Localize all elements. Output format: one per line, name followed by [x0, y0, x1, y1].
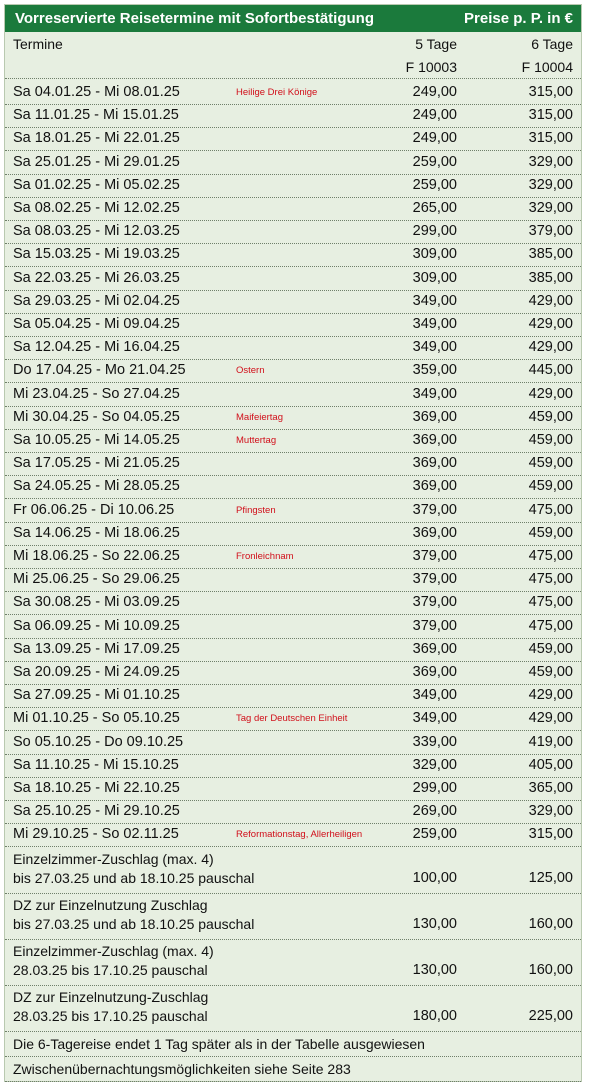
row-date: Sa 01.02.25 - Mi 05.02.25 — [13, 176, 180, 193]
row-date: Sa 20.09.25 - Mi 24.09.25 — [13, 664, 180, 680]
row-note: Fronleichnam — [236, 551, 294, 562]
row-price-5-tage: 259,00 — [412, 176, 457, 193]
row-price-5-tage: 299,00 — [412, 223, 457, 240]
surcharge-label: Einzelzimmer-Zuschlag (max. 4) — [13, 850, 214, 867]
row-price-5-tage: 349,00 — [412, 687, 457, 704]
row-price-5-tage: 339,00 — [412, 733, 457, 750]
table-row — [5, 243, 581, 267]
code-f10004: F 10004 — [521, 59, 573, 75]
row-date: Sa 27.09.25 - Mi 01.10.25 — [13, 687, 180, 704]
surcharge-price-6-tage: 125,00 — [528, 869, 573, 886]
table-row — [5, 336, 581, 360]
row-date: Sa 11.01.25 - Mi 15.01.25 — [13, 107, 179, 124]
table-row — [5, 359, 581, 383]
row-price-5-tage: 359,00 — [412, 362, 457, 379]
row-date: Mi 23.04.25 - So 27.04.25 — [13, 385, 180, 402]
row-price-5-tage: 269,00 — [412, 803, 457, 820]
price-unit-label: Preise p. P. in € — [464, 10, 573, 27]
table-row — [5, 522, 581, 546]
row-date: Sa 24.05.25 - Mi 28.05.25 — [13, 478, 180, 495]
table-row — [5, 174, 581, 198]
column-code-row — [5, 56, 581, 79]
row-price-5-tage: 349,00 — [412, 292, 457, 309]
column-termine: Termine — [13, 36, 63, 52]
row-date: Do 17.04.25 - Mo 21.04.25 — [13, 362, 186, 379]
table-row — [5, 151, 581, 175]
surcharge-price-5-tage: 100,00 — [412, 869, 457, 886]
row-date: Mi 18.06.25 - So 22.06.25 — [13, 548, 180, 564]
row-note: Reformationstag, Allerheiligen — [236, 829, 363, 841]
surcharge-price-6-tage: 225,00 — [528, 1007, 573, 1024]
surcharge-label: Einzelzimmer-Zuschlag (max. 4) — [13, 942, 214, 959]
row-price-6-tage: 429,00 — [528, 710, 573, 727]
code-f10003: F 10003 — [405, 59, 457, 75]
row-price-5-tage: 369,00 — [412, 408, 457, 425]
table-row — [5, 777, 581, 801]
footer-note — [5, 1058, 581, 1082]
table-row — [5, 220, 581, 244]
footer-note — [5, 1033, 581, 1057]
row-price-5-tage: 379,00 — [412, 548, 457, 564]
table-row — [5, 475, 581, 499]
table-row — [5, 800, 581, 824]
row-date: Sa 22.03.25 - Mi 26.03.25 — [13, 269, 180, 286]
surcharge-period: bis 27.03.25 und ab 18.10.25 pauschal — [13, 869, 255, 886]
table-row — [5, 406, 581, 430]
row-date: Sa 08.03.25 - Mi 12.03.25 — [13, 223, 180, 240]
surcharge-price-6-tage: 160,00 — [528, 961, 573, 978]
row-note: Heilige Drei Könige — [236, 87, 318, 98]
row-price-6-tage: 475,00 — [528, 548, 573, 564]
surcharge-row — [5, 848, 581, 894]
row-date: Sa 30.08.25 - Mi 03.09.25 — [13, 594, 180, 611]
row-price-5-tage: 249,00 — [412, 130, 457, 147]
surcharge-price-5-tage: 180,00 — [412, 1007, 457, 1024]
table-row — [5, 429, 581, 453]
row-price-5-tage: 349,00 — [412, 339, 457, 356]
table-row — [5, 545, 581, 569]
row-date: Sa 29.03.25 - Mi 02.04.25 — [13, 292, 180, 309]
row-price-6-tage: 329,00 — [528, 200, 573, 216]
table-row — [5, 81, 581, 105]
row-price-6-tage: 315,00 — [528, 84, 573, 100]
surcharge-row — [5, 986, 581, 1032]
row-price-5-tage: 369,00 — [412, 455, 457, 472]
table-row — [5, 615, 581, 639]
row-note: Pfingsten — [236, 504, 276, 516]
surcharge-label: DZ zur Einzelnutzung Zuschlag — [13, 896, 208, 913]
row-date: Sa 25.01.25 - Mi 29.01.25 — [13, 153, 180, 170]
row-date: Sa 05.04.25 - Mi 09.04.25 — [13, 316, 180, 332]
surcharge-price-5-tage: 130,00 — [412, 915, 457, 932]
table-row — [5, 823, 581, 847]
row-price-6-tage: 429,00 — [528, 316, 573, 332]
surcharge-price-5-tage: 130,00 — [412, 961, 457, 978]
row-date: Sa 11.10.25 - Mi 15.10.25 — [13, 756, 179, 773]
row-price-6-tage: 459,00 — [528, 455, 573, 472]
table-row — [5, 290, 581, 314]
row-price-6-tage: 459,00 — [528, 432, 573, 448]
row-price-6-tage: 329,00 — [528, 176, 573, 193]
row-price-6-tage: 329,00 — [528, 803, 573, 820]
row-price-5-tage: 309,00 — [412, 269, 457, 286]
row-price-5-tage: 369,00 — [412, 664, 457, 680]
column-5-tage: 5 Tage — [415, 36, 457, 52]
row-date: Sa 04.01.25 - Mi 08.01.25 — [13, 84, 180, 100]
table-row — [5, 568, 581, 592]
row-price-5-tage: 309,00 — [412, 246, 457, 263]
table-row — [5, 267, 581, 291]
row-price-6-tage: 365,00 — [528, 780, 573, 796]
row-price-6-tage: 459,00 — [528, 664, 573, 680]
table-row — [5, 104, 581, 128]
row-price-6-tage: 429,00 — [528, 292, 573, 309]
row-price-6-tage: 315,00 — [528, 826, 573, 843]
row-price-6-tage: 405,00 — [528, 756, 573, 773]
row-price-5-tage: 349,00 — [412, 316, 457, 332]
table-row — [5, 638, 581, 662]
table-row — [5, 452, 581, 476]
row-price-6-tage: 329,00 — [528, 153, 573, 170]
row-price-6-tage: 459,00 — [528, 478, 573, 495]
row-date: So 05.10.25 - Do 09.10.25 — [13, 733, 184, 750]
table-row — [5, 383, 581, 407]
surcharge-label: DZ zur Einzelnutzung-Zuschlag — [13, 988, 209, 1005]
row-date: Sa 08.02.25 - Mi 12.02.25 — [13, 200, 180, 216]
row-price-5-tage: 379,00 — [412, 594, 457, 611]
table-title-bar — [5, 5, 581, 32]
row-price-6-tage: 385,00 — [528, 269, 573, 286]
table-row — [5, 313, 581, 337]
surcharge-row — [5, 940, 581, 986]
price-table-panel — [4, 4, 582, 1082]
row-price-5-tage: 369,00 — [412, 432, 457, 448]
row-note: Tag der Deutschen Einheit — [236, 713, 348, 725]
footer-note-text: Die 6-Tagereise endet 1 Tag später als in der Tabelle ausgewiesen — [13, 1035, 425, 1052]
row-price-6-tage: 429,00 — [528, 385, 573, 402]
row-price-6-tage: 459,00 — [528, 640, 573, 657]
surcharge-price-6-tage: 160,00 — [528, 915, 573, 932]
surcharge-row — [5, 894, 581, 940]
row-date: Sa 17.05.25 - Mi 21.05.25 — [13, 455, 180, 472]
row-price-6-tage: 475,00 — [528, 501, 573, 518]
table-row — [5, 661, 581, 685]
column-6-tage: 6 Tage — [531, 36, 573, 52]
table-row — [5, 754, 581, 778]
table-row — [5, 707, 581, 731]
row-price-5-tage: 379,00 — [412, 571, 457, 588]
row-price-6-tage: 315,00 — [528, 130, 573, 147]
surcharge-period: 28.03.25 bis 17.10.25 pauschal — [13, 1007, 208, 1024]
footer-note-text: Zwischenübernachtungsmöglichkeiten siehe Seite 283 — [13, 1060, 351, 1077]
row-date: Sa 14.06.25 - Mi 18.06.25 — [13, 524, 180, 541]
row-price-5-tage: 369,00 — [412, 524, 457, 541]
row-price-6-tage: 475,00 — [528, 594, 573, 611]
row-price-6-tage: 445,00 — [528, 362, 573, 379]
row-price-6-tage: 315,00 — [528, 107, 573, 124]
row-date: Sa 15.03.25 - Mi 19.03.25 — [13, 246, 180, 263]
table-row — [5, 591, 581, 615]
row-price-6-tage: 475,00 — [528, 571, 573, 588]
row-date: Fr 06.06.25 - Di 10.06.25 — [13, 501, 175, 518]
row-price-6-tage: 429,00 — [528, 687, 573, 704]
row-price-5-tage: 299,00 — [412, 780, 457, 796]
table-row — [5, 684, 581, 708]
row-price-6-tage: 459,00 — [528, 408, 573, 425]
table-title: Vorreservierte Reisetermine mit Sofortbestätigung — [15, 10, 374, 27]
row-date: Sa 18.10.25 - Mi 22.10.25 — [13, 780, 180, 796]
row-price-5-tage: 349,00 — [412, 385, 457, 402]
column-header-row — [5, 33, 581, 55]
row-note: Maifeiertag — [236, 411, 283, 423]
row-price-5-tage: 249,00 — [412, 107, 457, 124]
row-price-5-tage: 369,00 — [412, 640, 457, 657]
row-price-5-tage: 259,00 — [412, 826, 457, 843]
row-note: Muttertag — [236, 435, 277, 446]
row-price-6-tage: 379,00 — [528, 223, 573, 240]
row-note: Ostern — [236, 365, 265, 377]
row-date: Mi 29.10.25 - So 02.11.25 — [13, 826, 179, 843]
row-price-5-tage: 379,00 — [412, 501, 457, 518]
surcharge-period: 28.03.25 bis 17.10.25 pauschal — [13, 961, 208, 978]
row-price-6-tage: 459,00 — [528, 524, 573, 541]
table-row — [5, 731, 581, 755]
row-price-6-tage: 419,00 — [528, 733, 573, 750]
row-date: Mi 01.10.25 - So 05.10.25 — [13, 710, 180, 727]
row-price-5-tage: 379,00 — [412, 617, 457, 634]
row-price-5-tage: 265,00 — [412, 200, 457, 216]
row-date: Sa 13.09.25 - Mi 17.09.25 — [13, 640, 180, 657]
row-date: Mi 30.04.25 - So 04.05.25 — [13, 408, 180, 425]
table-row — [5, 197, 581, 221]
row-date: Mi 25.06.25 - So 29.06.25 — [13, 571, 180, 588]
row-date: Sa 10.05.25 - Mi 14.05.25 — [13, 432, 180, 448]
row-price-5-tage: 259,00 — [412, 153, 457, 170]
row-date: Sa 18.01.25 - Mi 22.01.25 — [13, 130, 180, 147]
row-price-6-tage: 475,00 — [528, 617, 573, 634]
row-date: Sa 06.09.25 - Mi 10.09.25 — [13, 617, 180, 634]
table-row — [5, 127, 581, 151]
surcharge-period: bis 27.03.25 und ab 18.10.25 pauschal — [13, 915, 255, 932]
row-date: Sa 12.04.25 - Mi 16.04.25 — [13, 339, 180, 356]
row-price-6-tage: 385,00 — [528, 246, 573, 263]
row-price-5-tage: 249,00 — [412, 84, 457, 100]
row-price-6-tage: 429,00 — [528, 339, 573, 356]
row-price-5-tage: 329,00 — [412, 756, 457, 773]
table-row — [5, 499, 581, 523]
row-date: Sa 25.10.25 - Mi 29.10.25 — [13, 803, 180, 820]
row-price-5-tage: 349,00 — [412, 710, 457, 727]
row-price-5-tage: 369,00 — [412, 478, 457, 495]
